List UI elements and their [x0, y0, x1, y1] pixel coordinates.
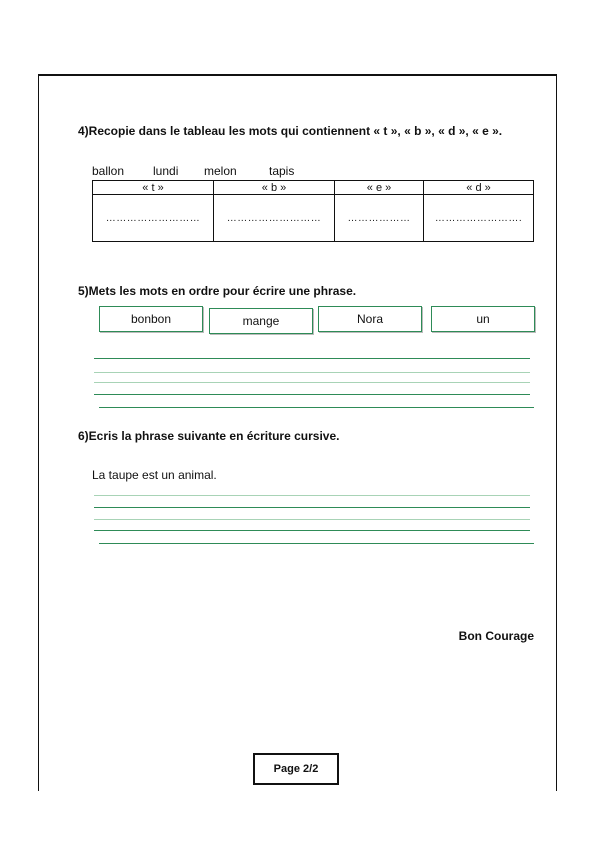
model-sentence: La taupe est un animal.	[92, 468, 217, 482]
table-header: « d »	[424, 181, 534, 195]
word-item: melon	[204, 164, 237, 178]
writing-line	[99, 407, 534, 408]
writing-line	[94, 507, 530, 508]
table-header: « t »	[93, 181, 214, 195]
question-4-title: 4)Recopie dans le tableau les mots qui contiennent « t », « b », « d », « e ».	[78, 124, 503, 138]
word-box-mange: mange	[209, 308, 313, 334]
question-6-title: 6)Ecris la phrase suivante en écriture cursive.	[78, 429, 340, 443]
table-answer-cell[interactable]: ………………………	[93, 195, 214, 242]
word-box-un: un	[431, 306, 535, 332]
word-item: ballon	[92, 164, 125, 178]
letter-table	[92, 180, 534, 242]
page-border-top	[38, 74, 557, 76]
writing-line	[99, 543, 534, 544]
table-header: « b »	[214, 181, 335, 195]
writing-line	[94, 495, 530, 496]
table-answer-cell[interactable]: ………………………	[214, 195, 335, 242]
table-header: « e »	[335, 181, 424, 195]
table-answer-cell[interactable]: …………………….	[424, 195, 534, 242]
writing-line	[94, 394, 530, 395]
word-item: lundi	[153, 164, 179, 178]
word-box-nora: Nora	[318, 306, 422, 332]
writing-line	[94, 358, 530, 359]
table-answer-cell[interactable]: ………………	[335, 195, 424, 242]
page-border-left	[38, 74, 39, 791]
word-box-bonbon: bonbon	[99, 306, 203, 332]
writing-line	[94, 372, 530, 373]
writing-line	[94, 530, 530, 531]
question-5-title: 5)Mets les mots en ordre pour écrire une phrase.	[78, 284, 357, 298]
writing-line	[94, 519, 530, 520]
page-number-box: Page 2/2	[253, 753, 339, 785]
writing-line	[94, 382, 530, 383]
word-item: tapis	[269, 164, 295, 178]
closing-text: Bon Courage	[458, 629, 534, 643]
page-border-right	[556, 74, 557, 791]
